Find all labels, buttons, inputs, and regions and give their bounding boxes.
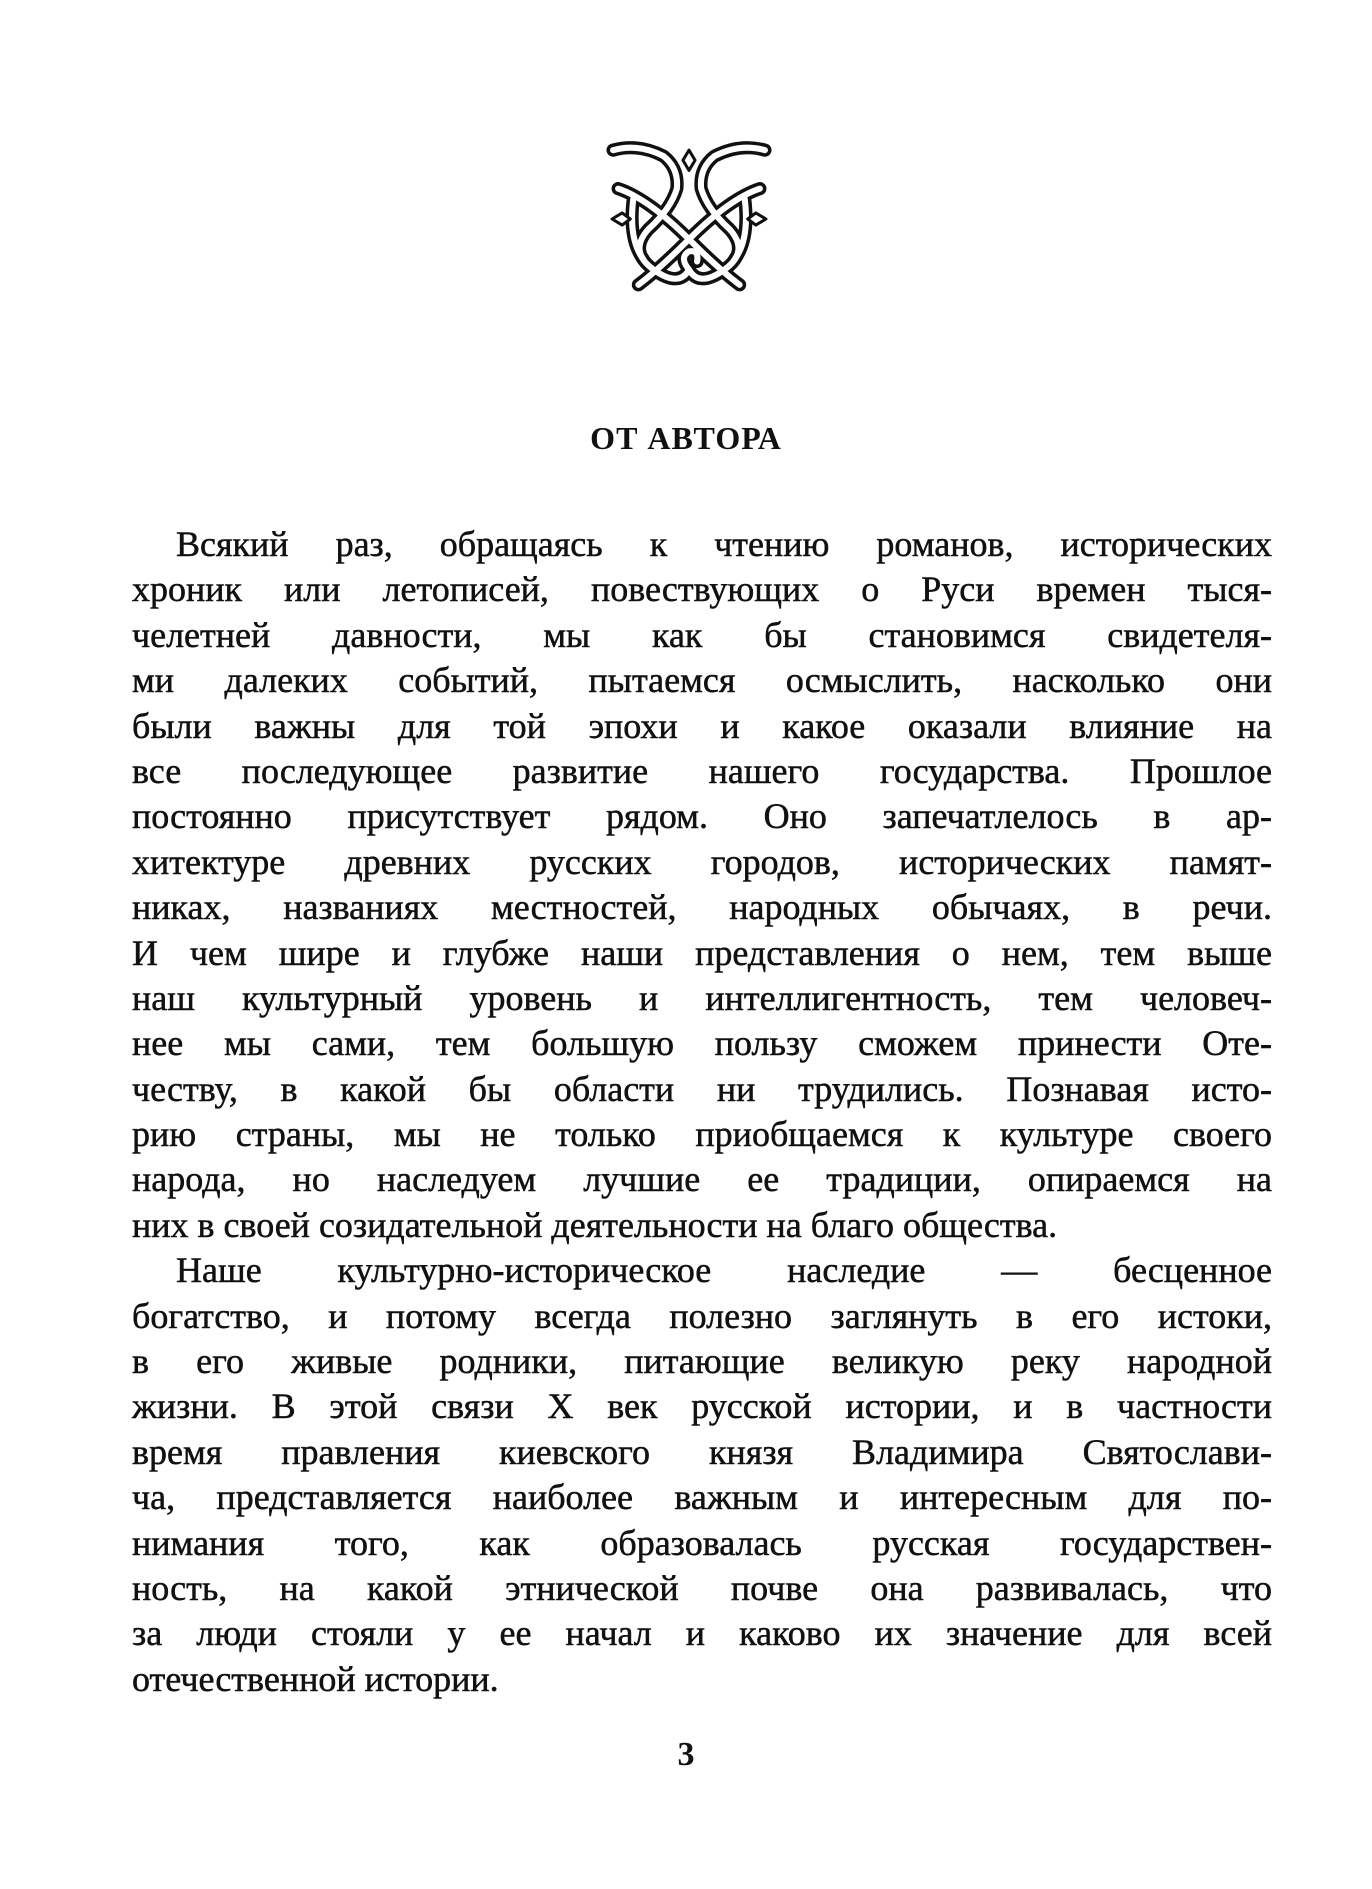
text-line: Наше культурно-историческое наследие — бесценное <box>176 1250 1272 1291</box>
text-line: честву, в какой бы области ни трудились. Познавая исто- <box>132 1068 1272 1109</box>
text-line: хроник или летописей, повествующих о Руси времен тыся- <box>132 569 1272 610</box>
text-line: за люди стояли у ее начал и каково их значение для всей <box>132 1613 1272 1654</box>
text-line: все последующее развитие нашего государства. Прошлое <box>132 750 1272 791</box>
text-line: наш культурный уровень и интеллигентность, тем человеч- <box>132 977 1272 1018</box>
text-line: хитектуре древних русских городов, исторических памят- <box>132 841 1272 882</box>
text-line: жизни. В этой связи X век русской истории, и в частности <box>132 1386 1272 1427</box>
text-line: Всякий раз, обращаясь к чтению романов, исторических <box>176 524 1272 564</box>
text-line: ча, представляется наиболее важным и интересным для по- <box>132 1477 1272 1518</box>
text-line: И чем шире и глубже наши представления о нем, тем выше <box>132 932 1272 973</box>
text-line: ность, на какой этнической почве она развивалась, что <box>132 1567 1272 1608</box>
text-line: богатство, и потому всегда полезно заглянуть в его истоки, <box>132 1295 1272 1336</box>
text-line: рию страны, мы не только приобщаемся к культуре своего <box>132 1114 1272 1155</box>
body-text <box>132 522 1272 1702</box>
text-line: челетней давности, мы как бы становимся свидетеля- <box>132 614 1272 655</box>
text-line: постоянно присутствует рядом. Оно запечатлелось в ар- <box>132 796 1272 837</box>
text-line: народа, но наследуем лучшие ее традиции, опираемся на <box>132 1159 1272 1200</box>
text-line: ми далеких событий, пытаемся осмыслить, насколько они <box>132 660 1272 701</box>
text-line: нее мы сами, тем большую пользу сможем принести Оте- <box>132 1023 1272 1064</box>
page-number: 3 <box>677 1736 695 1773</box>
celtic-knot-ornament-icon <box>606 138 772 300</box>
page-title: ОТ АВТОРА <box>590 420 782 456</box>
text-line: никах, названиях местностей, народных обычаях, в речи. <box>132 887 1272 928</box>
text-line: них в своей созидательной деятельности на благо общества. <box>132 1204 1058 1245</box>
text-line: были важны для той эпохи и какое оказали влияние на <box>132 705 1272 746</box>
text-line: в его живые родники, питающие великую реку народной <box>132 1341 1272 1382</box>
text-line: нимания того, как образовалась русская государствен- <box>132 1522 1272 1563</box>
text-line: время правления киевского князя Владимира Святослави- <box>132 1431 1272 1472</box>
text-line: отечественной истории. <box>132 1658 499 1699</box>
